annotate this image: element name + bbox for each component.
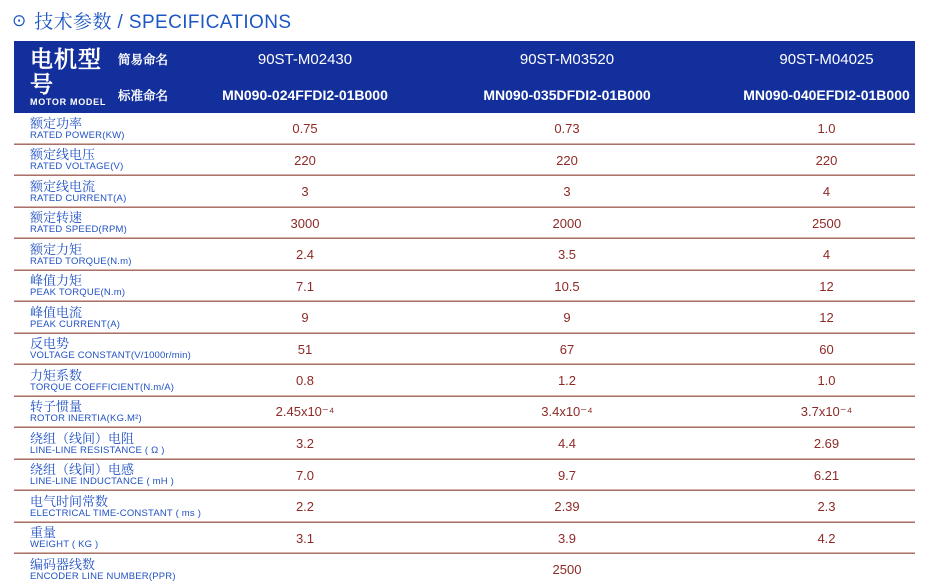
row-value-col1: 3.2 — [295, 436, 315, 452]
row-value-col3: 3.7x10⁻⁴ — [800, 404, 853, 420]
row-label — [14, 117, 174, 141]
row-value-col3: 6.21 — [813, 467, 840, 483]
row-label-cn: 额定转速 — [30, 210, 83, 226]
row-value-col1: 220 — [294, 152, 316, 168]
row-label-cn: 峰值电流 — [30, 304, 83, 320]
row-label-en: LINE-LINE INDUCTANCE ( mH ) — [30, 476, 175, 488]
row-value-col2: 9.7 — [557, 467, 577, 483]
row-label-en: WEIGHT ( KG ) — [30, 539, 99, 551]
table-row — [14, 491, 915, 523]
row-value-col1: 0.8 — [295, 373, 315, 389]
table-row — [14, 365, 915, 397]
row-value-col3: 2.69 — [813, 436, 840, 452]
row-value-col3: 220 — [815, 152, 838, 168]
row-value-col1: 7.0 — [295, 467, 315, 483]
table-row — [14, 428, 915, 460]
row-value-col1: 2.2 — [295, 499, 315, 515]
table-row — [14, 523, 915, 555]
row-value-col2: 3.9 — [557, 530, 577, 546]
row-label-cn: 力矩系数 — [30, 367, 83, 383]
row-value-col1: 3000 — [290, 215, 320, 231]
motor-model-header-cell — [14, 41, 118, 113]
row-label-cn: 绕组（线间）电感 — [30, 462, 135, 478]
row-value-col2: 2.39 — [554, 499, 580, 515]
row-label-cn: 额定线电压 — [30, 147, 96, 163]
spec-table-header — [14, 41, 915, 113]
row-value-col2: 4.4 — [557, 436, 577, 452]
row-label-en: TORQUE COEFFICIENT(N.m/A) — [30, 381, 175, 393]
row-label — [14, 180, 174, 204]
standard-name-label: 标准命名 — [118, 89, 169, 103]
model-name: 90ST-M04025 — [779, 50, 874, 68]
row-value-col1: 2.45x10⁻⁴ — [275, 404, 335, 420]
row-value-col3: 60 — [819, 341, 834, 357]
row-label-cn: 额定力矩 — [30, 241, 83, 257]
model-name: 90ST-M02430 — [257, 50, 353, 68]
row-label — [14, 148, 174, 172]
table-row — [14, 176, 915, 208]
row-value-col1: 7.1 — [295, 278, 315, 294]
row-label-en: PEAK TORQUE(N.m) — [30, 287, 126, 299]
row-label — [14, 336, 191, 362]
table-row — [14, 302, 915, 334]
row-label-cn: 重量 — [30, 525, 57, 541]
row-value-col3: 4 — [822, 247, 831, 263]
table-row — [14, 397, 915, 429]
row-label-en: RATED TORQUE(N.m) — [30, 255, 132, 267]
row-label-en: PEAK CURRENT(A) — [30, 318, 121, 330]
standard-model-name: MN090-024FFDI2-01B000 — [222, 87, 388, 103]
table-row — [14, 208, 915, 240]
row-label-cn: 编码器线数 — [30, 556, 96, 572]
row-value-col2: 1.2 — [557, 373, 577, 389]
row-label — [14, 558, 174, 582]
table-row — [14, 271, 915, 303]
row-label-en: RATED SPEED(RPM) — [30, 224, 127, 236]
row-label-cn: 转子惯量 — [30, 399, 83, 415]
row-label-en: ELECTRICAL TIME-CONSTANT ( ms ) — [30, 507, 202, 519]
row-value-col3: 4 — [822, 184, 831, 200]
row-value-col3: 1.0 — [817, 373, 836, 389]
row-label-cn: 反电势 — [30, 336, 70, 352]
standard-model-name: MN090-040EFDI2-01B000 — [743, 87, 910, 103]
circle-dot-icon: ⊙ — [12, 11, 27, 30]
page-title — [0, 0, 936, 41]
table-row — [14, 239, 915, 271]
row-label — [14, 369, 174, 393]
row-label — [14, 211, 174, 235]
row-value-col3: 4.2 — [817, 530, 836, 546]
row-label — [14, 463, 174, 487]
row-label — [14, 274, 174, 298]
row-value-col3: 2500 — [812, 215, 841, 231]
row-value-col2: 3.5 — [557, 247, 577, 263]
row-value-col1: 0.75 — [292, 121, 318, 137]
motor-model-label-cn: 电机型号 — [30, 46, 102, 97]
row-label-en: RATED VOLTAGE(V) — [30, 161, 124, 173]
row-label-en: VOLTAGE CONSTANT(V/1000r/min) — [30, 350, 191, 362]
page-title-text: 技术参数 / SPECIFICATIONS — [34, 12, 292, 33]
row-value-col1: 2.4 — [295, 247, 315, 263]
table-row — [14, 460, 915, 492]
row-value-col1: 3 — [301, 184, 309, 200]
row-label — [14, 526, 174, 550]
motor-model-label-en: MOTOR MODEL — [30, 97, 107, 107]
row-value-col3: 2.3 — [817, 499, 836, 515]
table-row — [14, 334, 915, 366]
row-value-col1: 9 — [301, 310, 309, 326]
row-value-col2: 2500 — [552, 562, 582, 578]
row-value-col1: 51 — [297, 341, 313, 357]
row-value-col2: 0.73 — [554, 121, 580, 137]
row-value-col3: 12 — [819, 278, 834, 294]
row-label-en: RATED POWER(KW) — [30, 129, 125, 141]
row-label-cn: 绕组（线间）电阻 — [30, 430, 135, 446]
row-value-col2: 3 — [563, 184, 571, 200]
row-value-col2: 3.4x10⁻⁴ — [541, 404, 593, 420]
row-label — [14, 243, 174, 267]
row-label-cn: 电气时间常数 — [30, 493, 109, 509]
row-label-en: RATED CURRENT(A) — [30, 192, 127, 204]
row-value-col2: 220 — [556, 152, 578, 168]
table-row — [14, 145, 915, 177]
row-value-col2: 67 — [559, 341, 575, 357]
row-label — [14, 432, 174, 456]
row-label — [14, 400, 174, 424]
spec-table-body — [14, 113, 915, 586]
standard-model-name: MN090-035DFDI2-01B000 — [483, 87, 651, 103]
row-label-cn: 峰值力矩 — [30, 273, 83, 289]
simple-name-label: 简易命名 — [118, 53, 169, 67]
row-value-col2: 2000 — [552, 215, 582, 231]
row-value-col2: 9 — [563, 310, 571, 326]
table-row — [14, 554, 915, 586]
row-label — [14, 306, 174, 330]
model-name: 90ST-M03520 — [519, 50, 615, 68]
row-label-en: ENCODER LINE NUMBER(PPR) — [30, 570, 176, 582]
row-label — [14, 493, 202, 519]
row-value-col3: 1.0 — [817, 121, 836, 137]
row-value-col1: 3.1 — [295, 530, 315, 546]
row-value-col3: 12 — [819, 310, 834, 326]
row-label-cn: 额定功率 — [30, 115, 83, 131]
row-label-cn: 额定线电流 — [30, 178, 96, 194]
row-label-en: LINE-LINE RESISTANCE ( Ω ) — [30, 444, 165, 456]
row-label-en: ROTOR INERTIA(KG.M²) — [30, 413, 142, 425]
table-row — [14, 113, 915, 145]
row-value-col2: 10.5 — [554, 278, 580, 294]
